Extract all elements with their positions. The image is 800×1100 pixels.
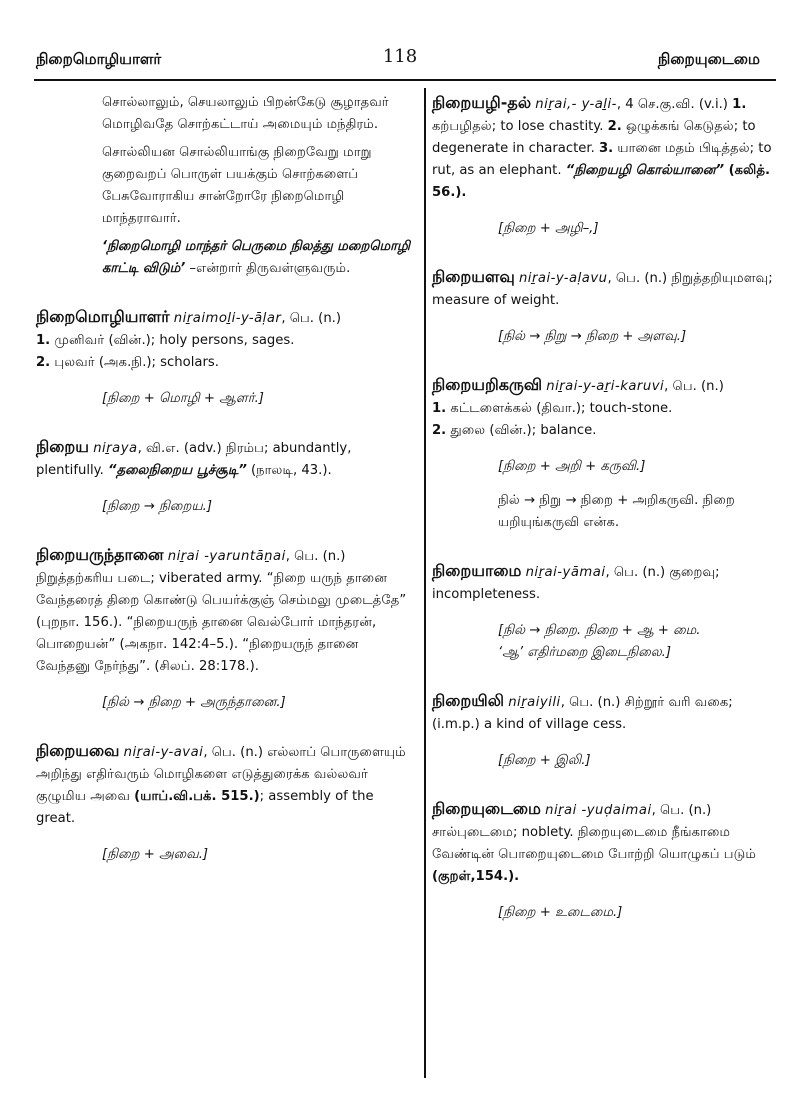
romanization: niṟai -yaruntāṉai [167, 549, 286, 564]
sense-number: 1. [432, 401, 447, 416]
headword: நிறைய [36, 437, 89, 456]
etymology: [நிறை + அழி–,] [498, 221, 599, 236]
headword: நிறையிலி [432, 691, 504, 710]
etymology: [நிறை + உடைமை.] [498, 905, 623, 920]
headword: நிறையருந்தானை [36, 545, 164, 564]
quotation: “நிறை யருந் தானை வேந்தரைத் திறை கொண்டு பெயர்க்குஞ் செம்மலு முடைத்தே” [36, 571, 407, 608]
sense [36, 352, 412, 374]
entry-definition [432, 92, 776, 204]
dictionary-entry [432, 690, 776, 772]
dictionary-entry [432, 798, 776, 924]
sense-text: யானை மதம் பிடித்தல்; to rut, as an elephant. [432, 141, 772, 178]
definition-text: , பெ. (n.) சிற்றூர் வரி வகை; (i.m.p.) a kind of village cess. [432, 695, 733, 732]
headword: நிறையளவு [432, 267, 515, 286]
sense-text: துலை (வின்.); balance. [446, 423, 597, 438]
quote-attribution: –என்றார் திருவள்ளுவரும். [185, 261, 351, 276]
citation: (கலித். 56.). [432, 163, 771, 200]
sense-text: ஒழுக்கங் கெடுதல்; to degenerate in character. [432, 119, 756, 156]
headword: நிறையவை [36, 741, 120, 760]
right-column [432, 92, 776, 950]
definition-text: ; assembly of the great. [36, 789, 374, 826]
dictionary-entry [432, 560, 776, 664]
continued-quote-paragraph [36, 236, 412, 280]
definition-text: , பெ. (n.) சால்புடைமை; noblety. நிறையுடைமை நீங்காமை வேண்டின் பொறையுடைமை போற்றி யொழுகப் படும் [432, 803, 756, 862]
quotation: ‘நிறைமொழி மாந்தர் பெருமை நிலத்து மறைமொழி காட்டி விடும்’ [102, 239, 411, 276]
romanization: niṟai-yāmai [525, 565, 606, 580]
romanization: niṟaya [93, 441, 138, 456]
entry-definition [36, 740, 412, 830]
entry-definition [432, 798, 776, 888]
continued-entry [36, 92, 412, 280]
etymology: ‘ஆ’ எதிர்மறை இடைநிலை.] [498, 645, 671, 660]
entry-definition [36, 544, 412, 678]
etymology-note: நில் → நிறு → நிறை + அறிகருவி. நிறை யறியுங்கருவி என்க. [498, 493, 735, 530]
header-left-word: நிறைமொழியாளர் [36, 50, 162, 68]
quotation: “நிறையழி கொல்யானை” [565, 163, 724, 178]
headword: நிறைமொழியாளர் [36, 307, 170, 326]
headword: நிறையழி-தல் [432, 93, 532, 112]
etymology: [நில் → நிறை. நிறை + ஆ + மை. [498, 623, 701, 638]
citation: (அகநா. 142:4–5.). [115, 637, 243, 652]
romanization: niṟai-y-avai [123, 745, 204, 760]
part-of-speech: , பெ. (n.) [281, 311, 342, 326]
romanization: niṟai-y-aḷavu [518, 271, 608, 286]
definition-text: , பெ. (n.) நிறுத்தற்கரிய படை; viberated army. [36, 549, 346, 586]
part-of-speech: , பெ. (n.) [664, 379, 724, 394]
definition-text: , பெ. (n.) குறைவு; incompleteness. [432, 565, 720, 602]
sense-number: 2. [36, 355, 51, 370]
romanization: niṟai,- y-aḻi- [535, 97, 617, 112]
left-column [36, 92, 412, 892]
citation: (புறநா. 156.). [36, 615, 127, 630]
sense-number: 2. [607, 119, 622, 134]
etymology: [நிறை → நிறைய.] [102, 499, 212, 514]
quotation: “நிறையருந் தானை வெல்போர் மாந்தரன், பொறையன்” [36, 615, 377, 652]
romanization: niṟaiyili [508, 695, 561, 710]
headword: நிறையாமை [432, 561, 522, 580]
romanization: niṟaimoḻi-y-āḷar [173, 311, 282, 326]
entry-definition [432, 266, 776, 312]
headword: நிறையுடைமை [432, 799, 541, 818]
column-divider [424, 88, 426, 1078]
sense [432, 398, 776, 420]
sense [36, 330, 412, 352]
citation: (நாலடி, 43.). [246, 463, 332, 478]
citation: . (சிலப். 28:178.). [145, 659, 259, 674]
citation: (குறள்,154.). [432, 869, 520, 884]
header-rule [34, 79, 776, 81]
dictionary-entry [36, 306, 412, 410]
sense-number: 1. [36, 333, 51, 348]
sense [432, 420, 776, 442]
continued-paragraph: சொல்லியன சொல்லியாங்கு நிறைவேறு மாறு குறைவறப் பொருள் பயக்கும் சொற்களைப் பேசுவோராகிய சான்றோரே நிறைமொழி மாந்தராவார். [102, 145, 372, 226]
entry-definition [36, 306, 412, 330]
quotation: “தலைநிறைய பூச்சூடி” [107, 463, 247, 478]
etymology: [நிறை + மொழி + ஆளர்.] [102, 391, 264, 406]
sense-number: 3. [598, 141, 614, 156]
header-right-word: நிறையுடைமை [657, 50, 760, 68]
citation: (யாப்.வி.பக். 515.) [134, 789, 260, 804]
etymology: [நில் → நிறை + அருந்தானை.] [102, 695, 286, 710]
sense-number: 2. [432, 423, 447, 438]
sense-text: கற்பழிதல்; to lose chastity. [432, 119, 608, 134]
page-number: 118 [382, 46, 418, 67]
definition-text: , பெ. (n.) எல்லாப் பொருளையும் அறிந்து எதிர்வரும் மொழிகளை எடுத்துரைக்க வல்லவர் குழுமிய அவை [36, 745, 406, 804]
dictionary-entry [432, 374, 776, 534]
dictionary-entry [36, 740, 412, 866]
romanization: niṟai -yuḍaimai [545, 803, 652, 818]
part-of-speech: , 4 செ.கு.வி. (v.i.) [616, 97, 728, 112]
sense-number: 1. [732, 97, 747, 112]
romanization: niṟai-y-aṟi-karuvi [546, 379, 665, 394]
definition-text: , பெ. (n.) நிறுத்தறியுமளவு; measure of weight. [432, 271, 773, 308]
etymology: [நிறை + அவை.] [102, 847, 209, 862]
dictionary-entry [432, 266, 776, 348]
sense-text: புலவர் (அக.நி.); scholars. [50, 355, 219, 370]
etymology: [நிறை + அறி + கருவி.] [498, 459, 646, 474]
entry-definition [36, 436, 412, 482]
sense-text: கட்டளைக்கல் (திவா.); touch-stone. [446, 401, 673, 416]
entry-definition [432, 690, 776, 736]
quotation: “நிறையருந் தானை வேந்தனு நேர்ந்து” [36, 637, 359, 674]
etymology: [நிறை + இலி.] [498, 753, 591, 768]
headword: நிறையறிகருவி [432, 375, 543, 394]
entry-definition [432, 374, 776, 398]
dictionary-entry [36, 436, 412, 518]
sense-text: முனிவர் (வின்.); holy persons, sages. [50, 333, 295, 348]
entry-definition [432, 560, 776, 606]
etymology: [நில் → நிறு → நிறை + அளவு.] [498, 329, 687, 344]
dictionary-entry [432, 92, 776, 240]
definition-text: , வி.எ. (adv.) நிரம்ப; abundantly, plentifully. [36, 441, 352, 478]
continued-paragraph: சொல்லாலும், செயலாலும் பிறன்கேடு சூழாதவர் மொழிவதே சொற்கட்டாய் அமையும் மந்திரம். [102, 95, 389, 132]
dictionary-entry [36, 544, 412, 714]
